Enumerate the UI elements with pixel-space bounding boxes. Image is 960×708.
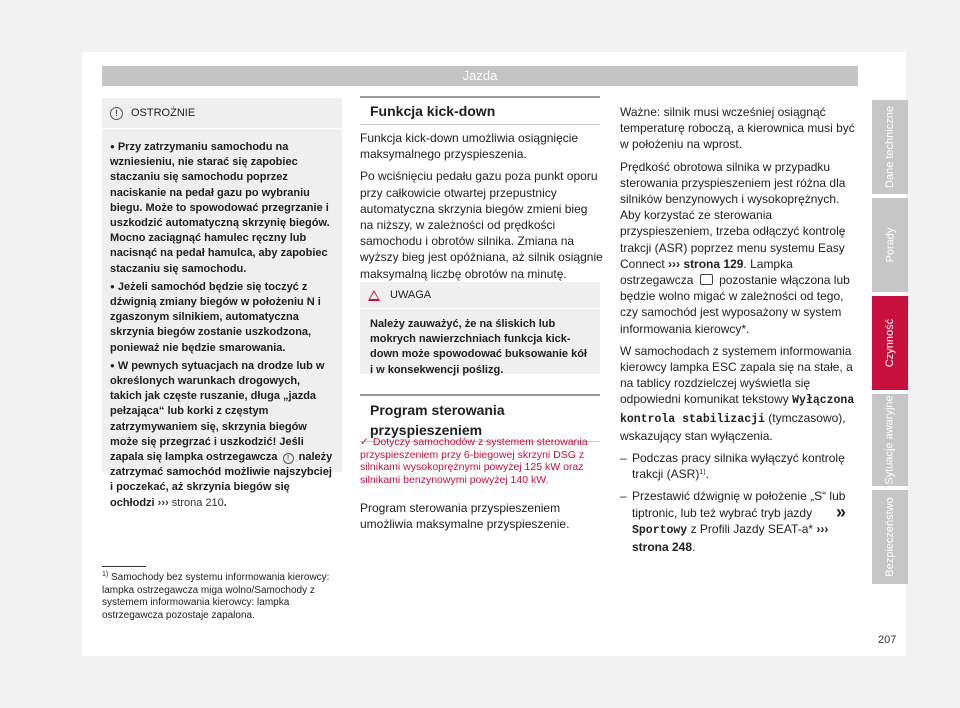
- reference-arrows: ›››: [157, 496, 169, 509]
- cross-reference-link[interactable]: [158, 497, 224, 509]
- side-tab-label: Sytuacje awaryjne: [884, 395, 896, 485]
- reference-arrows: ›››: [668, 256, 681, 271]
- list-item-text: [632, 450, 860, 482]
- caution-text: Należy zauważyć, że na śliskich lub mokrych nawierzchniach funkcja kick-down może spowodować buksowanie kół i w konsekwencji poślizg.: [370, 318, 587, 376]
- warning-body: [102, 129, 342, 511]
- warning-item-3-end: .: [223, 496, 227, 509]
- reference-target: strona 129: [683, 256, 744, 271]
- applies-to-text: Dotyczy samochodów z systemem sterowania przyspieszeniem przy 6-biegowej skrzyni DSG z silnikami wysokoprężnymi powyżej 125 kW oraz silnikami benzynowymi powyżej 140 kW.: [360, 436, 588, 486]
- warning-item-2: ● Jeżeli samochód będzie się toczyć z dźwignią zmiany biegów w położeniu N i zgaszonym silnikiem, automatyczna skrzynia biegów zostanie uszkodzona, ponieważ nie będzie smarowania.: [110, 279, 334, 356]
- list-item-2-text-b: z Profili Jazdy SEAT-a*: [690, 521, 814, 536]
- warning-box-header: [102, 98, 342, 129]
- reference-target: strona 248: [632, 540, 693, 555]
- continue-arrow-icon: »: [836, 502, 847, 522]
- reference-arrows: ›››: [816, 521, 829, 536]
- list-item-2-text-a: Przestawić dźwignię w położenie „S“ lub tiptronic, lub też wybrać tryb jazdy: [632, 489, 846, 520]
- side-tab-bezpieczenstwo[interactable]: [872, 490, 908, 584]
- list-item: [620, 488, 860, 555]
- list-item: [620, 450, 860, 482]
- display-message: Wyłączona kontrola stabilizacji: [620, 394, 855, 426]
- applies-to-note: [360, 436, 600, 486]
- col3-paragraph-1: Ważne: silnik musi wcześniej osiągnąć temperaturę roboczą, a kierownica musi być w położeniu na wprost.: [620, 105, 855, 152]
- side-tab-sytuacje-awaryjne[interactable]: [872, 394, 908, 486]
- list-item-1-text: Podczas pracy silnika wyłączyć kontrolę trakcji (ASR): [632, 451, 845, 482]
- warning-triangle-icon: [368, 290, 380, 301]
- side-tab-label: Czynność: [884, 318, 897, 368]
- list-item-text: [632, 488, 860, 555]
- col3-paragraph-3: [620, 343, 860, 444]
- footnote-mark: 1): [102, 571, 109, 578]
- footnote-text: Samochody bez systemu informowania kierowcy: lampka ostrzegawcza miga wolno/Samochody z systemem informowania kierowcy: lampka ostrzegawcza pozostaje zapalona.: [102, 572, 330, 621]
- kickdown-text: [360, 130, 604, 288]
- section-heading-kickdown: [360, 96, 600, 125]
- col3-paragraph-2-text-c: pozostanie włączona lub będzie wolno migać w zależności od tego, czy samochód jest wyposażony w system informowania kierowcy*.: [620, 273, 850, 336]
- side-tab-porady[interactable]: [872, 198, 908, 292]
- side-tab-label: Porady: [883, 227, 896, 263]
- warning-item-3-text-b: należy zatrzymać samochód możliwie najszybciej i poczekać, aż skrzynia biegów się ochłodzi: [110, 451, 333, 509]
- esc-warning-icon: [700, 274, 713, 285]
- page-number: 207: [878, 634, 897, 646]
- footnote-divider: [102, 566, 146, 567]
- footnote-mark: 1): [699, 469, 706, 477]
- col3-paragraph-3-text-a: W samochodach z systemem informowania kierowcy lampka ESC zapala się na stałe, a na tablicy rozdzielczej wyświetla się odpowiedni komunikat tekstowy: [620, 343, 853, 407]
- list-dash: –: [620, 451, 627, 466]
- warning-item-1: ● Przy zatrzymaniu samochodu na wzniesieniu, nie starać się zapobiec staczaniu się samochodu poprzez naciskanie na pedał gazu po wybraniu biegu. Może to spowodować przegrzanie i uszkodzić automatyczną skrzynię biegów. Mocno zaciągnąć hamulec ręczny lub nacisnąć na pedał hamulca, aby zapobiec staczaniu się samochodu.: [110, 139, 334, 277]
- check-icon: ✓: [360, 436, 369, 448]
- caution-label: UWAGA: [390, 289, 432, 301]
- list-dash: –: [620, 489, 627, 504]
- side-tab-label: Bezpieczeństwo: [884, 497, 896, 577]
- warning-item-3-text-a: W pewnych sytuacjach na drodze lub w określonych warunkach drogowych, takich jak częste ruszanie, długa „jazda pełzająca“ lub korki z częstym zatrzymywaniem się, skrzynia biegów może się przegrzać i uszkodzić! Jeśli zapala się lampka ostrzegawcza: [110, 359, 325, 464]
- warning-box: [102, 98, 342, 509]
- list-item-1-end: .: [705, 467, 709, 482]
- list-item-2-end: .: [692, 540, 696, 555]
- cross-reference-link[interactable]: [668, 257, 743, 271]
- column-3-text: [620, 104, 860, 561]
- reference-target: strona 210: [171, 496, 224, 509]
- drive-mode-name: Sportowy: [632, 523, 688, 537]
- exclamation-circle-icon: !: [110, 107, 123, 120]
- section-title-kickdown: Funkcja kick-down: [370, 103, 496, 119]
- warning-label: OSTROŻNIE: [131, 107, 196, 119]
- warning-item-3: [110, 358, 334, 511]
- section-heading-program: [360, 394, 600, 442]
- program-paragraph-1: Program sterowania przyspieszeniem umożliwia maksymalne przyspieszenie.: [360, 501, 570, 532]
- col3-paragraph-2-text-a: Prędkość obrotowa silnika w przypadku sterowania przyspieszeniem jest różna dla silników benzynowych i wysokoprężnych. Aby korzystać ze sterowania przyspieszeniem, trzeba odłączyć kontrolę trakcji (ASR) poprzez menu systemu Easy Connect: [620, 159, 846, 271]
- side-tab-dane-techniczne[interactable]: [872, 100, 908, 194]
- caution-box: [360, 282, 600, 374]
- kickdown-paragraph-1: Funkcja kick-down umożliwia osiągnięcie maksymalnego przyspieszenia.: [360, 131, 579, 162]
- section-title-program: Program sterowania przyspieszeniem: [370, 402, 505, 438]
- col3-paragraph-3-text-b: (tymczasowo), wskazujący stan wyłączenia.: [620, 410, 846, 443]
- kickdown-paragraph-2: Po wciśnięciu pedału gazu poza punkt oporu przy całkowicie otwartej przepustnicy automatyczna skrzynia biegów zmieni bieg na niższy, w zależności od prędkości samochodu i obrotów silnika. Zmiana na wyższy bieg jest opóźniana, aż silnik osiągnie maksymalną liczbę obrotów na minutę.: [360, 169, 603, 281]
- col3-paragraph-2: [620, 159, 860, 337]
- side-tab-czynnosc[interactable]: [872, 296, 908, 390]
- page-header: Jazda: [102, 66, 858, 86]
- side-tab-label: Dane techniczne: [884, 106, 897, 188]
- caution-box-header: [360, 282, 600, 309]
- gearbox-warning-icon: !: [283, 453, 294, 464]
- program-text: [360, 500, 604, 538]
- col3-paragraph-2-text-b: . Lampka ostrzegawcza: [620, 256, 793, 288]
- footnote: [102, 572, 342, 622]
